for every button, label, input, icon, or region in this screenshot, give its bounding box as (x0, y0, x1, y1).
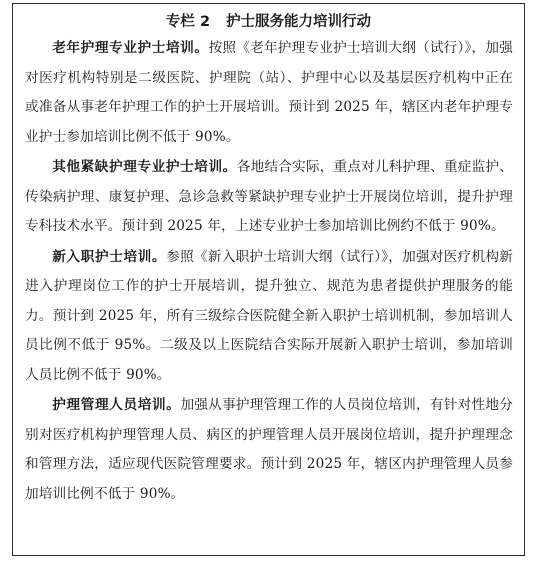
section-body: 加强从事护理管理工作的人员岗位培训，有针对性地分别对医疗机构护理管理人员、病区的护理管理人员开展岗位培训，提升护理理念和管理方法，适应现代医院管理要求。预计到 2025 年，辖区内护理管理人员参加培训比例不低于 90%。 (25, 397, 513, 502)
section-nursing-management-training (25, 391, 513, 509)
section-heading: 护理管理人员培训。 (52, 397, 181, 413)
section-body: 参照《新入职护士培训大纲（试行）》，加强对医疗机构新进入护理岗位工作的护士开展培训，提升独立、规范为患者提供护理服务的能力。预计到 2025 年，所有三级综合医院健全新入职护士培训机制，参加培训人员比例不低于 95%。二级及以上医院结合实际开展新入职护士培训，参加培训人员比例不低于 90%。 (25, 248, 513, 383)
section-heading: 其他紧缺护理专业护士培训。 (52, 159, 237, 175)
column-number: 专栏 2 (165, 14, 211, 30)
section-body: 按照《老年护理专业护士培训大纲（试行）》，加强对医疗机构特别是二级医院、护理院（站）、护理中心以及基层医疗机构中正在或准备从事老年护理工作的护士开展培训。预计到 2025 年，辖区内老年护理专业护士参加培训比例不低于 90%。 (25, 40, 513, 145)
column-title: 护士服务能力培训行动 (226, 14, 372, 30)
section-elderly-care-training (25, 34, 513, 152)
section-heading: 新入职护士培训。 (52, 248, 167, 265)
section-new-nurse-training (25, 243, 513, 391)
section-shortage-specialty-training (25, 153, 513, 242)
section-heading: 老年护理专业护士培训。 (52, 40, 209, 56)
box-title (13, 10, 524, 34)
section-body: 各地结合实际，重点对儿科护理、重症监护、传染病护理、康复护理、急诊急救等紧缺护理专业护士开展岗位培训，提升护理专科技术水平。预计到 2025 年，上述专业护士参加培训比例约不低于 90%。 (25, 159, 513, 234)
column-box (12, 3, 525, 556)
